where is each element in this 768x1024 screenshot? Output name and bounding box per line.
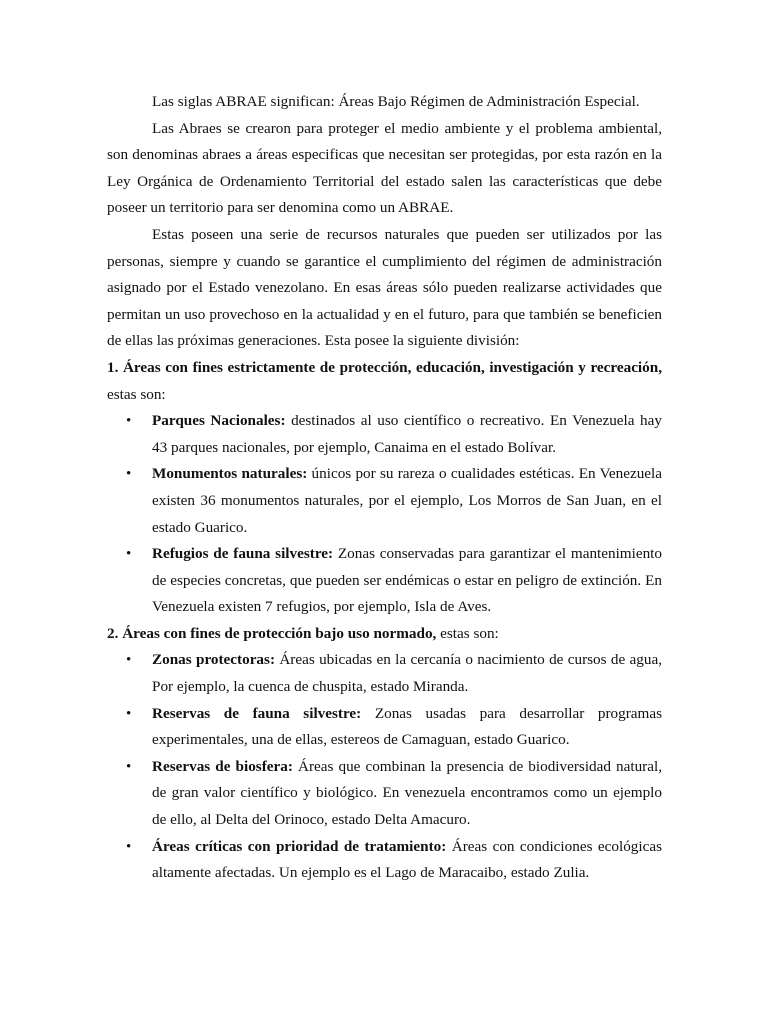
- bullet-icon: •: [126, 413, 132, 430]
- list-item-text: Áreas que combinan la presencia de biodiversidad natural, de gran valor científico y biológico. En venezuela encontramos como un ejemplo de ello, al Delta del Orinoco, estado Delta Amacuro.: [152, 757, 662, 829]
- section-1-list: [107, 408, 662, 621]
- bullet-icon: •: [126, 652, 132, 669]
- section-2-list: [107, 647, 662, 886]
- list-item-term: Reservas de fauna silvestre:: [152, 704, 362, 722]
- bullet-icon: •: [126, 705, 132, 722]
- list-item: [107, 461, 662, 541]
- list-item: [107, 541, 662, 621]
- list-item: [107, 647, 662, 700]
- document-page: [107, 89, 662, 887]
- list-item: [107, 834, 662, 887]
- section-1-suffix: estas son:: [107, 385, 166, 403]
- list-item-term: Zonas protectoras:: [152, 651, 275, 669]
- bullet-icon: •: [126, 838, 132, 855]
- paragraph-purpose: Las Abraes se crearon para proteger el medio ambiente y el problema ambiental, son denominas abraes a áreas especificas que necesitan ser protegidas, por esta razón en la Ley Orgánica de Ordenamiento Territorial del estado salen las características que debe poseer un territorio para ser denomina como un ABRAE.: [107, 119, 662, 217]
- list-item-text: Zonas conservadas para garantizar el mantenimiento de especies concretas, que pueden ser endémicas o estar en peligro de extinción. En Venezuela existen 7 refugios, por ejemplo, Isla de Aves.: [152, 545, 662, 616]
- list-item: [107, 701, 662, 754]
- section-1-heading-line: [107, 355, 662, 408]
- paragraph-resources: Estas poseen una serie de recursos naturales que pueden ser utilizados por las personas, siempre y cuando se garantice el cumplimiento del régimen de administración asignado por el Estado venezolano. En esas áreas sólo pueden realizarse actividades que permitan un uso provechoso en la actualidad y en el futuro, para que también se beneficien de ellas las próximas generaciones. Esta posee la siguiente división:: [107, 225, 662, 350]
- section-2-heading: 2. Áreas con fines de protección bajo uso normado,: [107, 624, 437, 642]
- list-item-term: Parques Nacionales:: [152, 412, 286, 430]
- paragraph-definition: Las siglas ABRAE significan: Áreas Bajo Régimen de Administración Especial.: [152, 93, 640, 110]
- list-item-text: destinados al uso científico o recreativo. En Venezuela hay 43 parques nacionales, por ejemplo, Canaima en el estado Bolívar.: [152, 412, 662, 456]
- bullet-icon: •: [126, 758, 132, 775]
- list-item: [107, 408, 662, 461]
- list-item-text: Zonas usadas para desarrollar programas experimentales, una de ellas, estereos de Camaguan, estado Guarico.: [152, 704, 662, 749]
- list-item-text: Áreas con condiciones ecológicas altamente afectadas. Un ejemplo es el Lago de Maracaibo, estado Zulia.: [152, 837, 663, 882]
- section-1-heading: 1. Áreas con fines estrictamente de protección, educación, investigación y recreación,: [107, 358, 662, 376]
- list-item-term: Áreas críticas con prioridad de tratamiento:: [152, 837, 447, 855]
- list-item-term: Monumentos naturales:: [152, 465, 308, 483]
- bullet-icon: •: [126, 546, 132, 563]
- bullet-icon: •: [126, 466, 132, 483]
- list-item-term: Reservas de biosfera:: [152, 757, 293, 775]
- list-item: [107, 754, 662, 834]
- section-2-heading-line: [107, 621, 662, 648]
- list-item-text: únicos por su rareza o cualidades estéticas. En Venezuela existen 36 monumentos naturales, por el ejemplo, Los Morros de San Juan, en el estado Guarico.: [152, 465, 663, 536]
- list-item-term: Refugios de fauna silvestre:: [152, 545, 334, 563]
- list-item-text: Áreas ubicadas en la cercanía o nacimiento de cursos de agua, Por ejemplo, la cuenca de chuspita, estado Miranda.: [152, 651, 662, 696]
- section-2-suffix: estas son:: [436, 624, 499, 642]
